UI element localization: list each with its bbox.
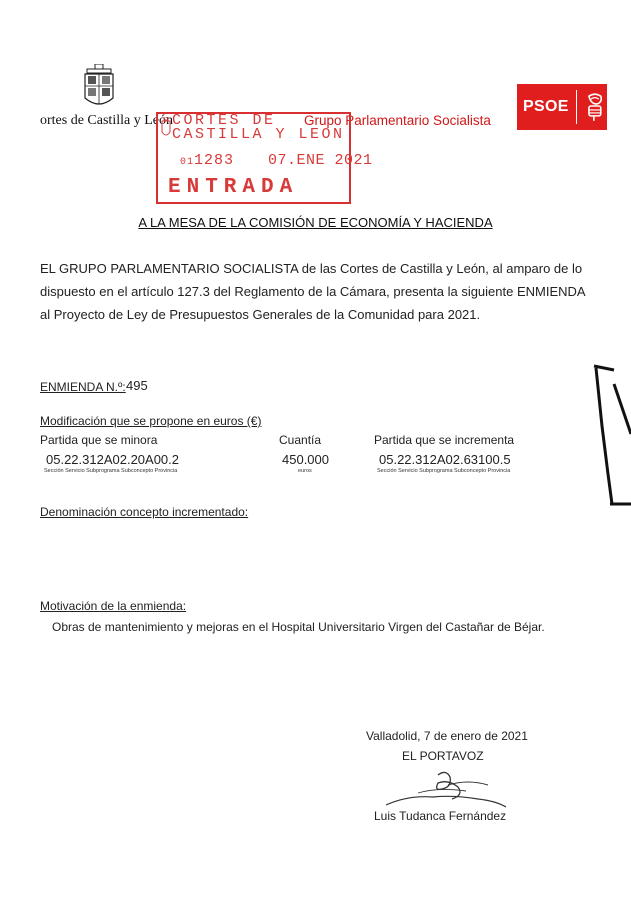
margin-bracket-mark [592,364,631,508]
group-name: Grupo Parlamentario Socialista [304,113,491,128]
minora-code-legend: Sección Servicio Subprograma Subconcepto Provincia [44,468,178,474]
modification-label: Modificación que se propone en euros (€) [40,414,262,428]
intro-paragraph [40,257,600,326]
intro-line: al Proyecto de Ley de Presupuestos Generales de la Comunidad para 2021. [40,307,481,322]
minora-code: 05.22.312A02.20A00.2 [46,452,180,467]
handwritten-signature [378,765,508,815]
incrementa-code-legend: Sección Servicio Subprograma Subconcepto Provincia [377,468,511,474]
signer-name: Luis Tudanca Fernández [374,809,507,823]
psoe-logo-divider [576,90,577,124]
psoe-logo [517,84,607,130]
stamp-line1: CORTES DE [172,112,276,129]
motivacion-label: Motivación de la enmienda: [40,599,187,613]
minora-header: Partida que se minora [40,433,158,447]
stamp-crest-icon [161,117,171,139]
enmienda-number: 495 [126,378,148,393]
amount-value: 450.000 [282,452,329,467]
denominacion-label: Denominación concepto incrementado: [40,505,249,519]
stamp-date: 07.ENE 2021 [268,152,373,169]
cortes-crest-icon [82,64,116,112]
psoe-logo-text: PSOE [523,98,569,115]
stamp-registry-number: 011283 [180,152,235,169]
document-heading: A LA MESA DE LA COMISIÓN DE ECONOMÍA Y HACIENDA [138,215,493,230]
stamp-entrada-label: ENTRADA [168,176,299,199]
intro-line: EL GRUPO PARLAMENTARIO SOCIALISTA de las Cortes de Castilla y León, al amparo de lo [40,261,583,276]
stamp-line2: CASTILLA Y LEON [172,126,345,143]
institution-name: ortes de Castilla y León [40,113,173,128]
incrementa-header: Partida que se incrementa [374,433,515,447]
motivacion-text: Obras de mantenimiento y mejoras en el Hospital Universitario Virgen del Castañar de Béjar. [52,620,545,634]
incrementa-code: 05.22.312A02.63100.5 [379,452,511,467]
cuantia-header: Cuantía [279,433,322,447]
signer-role: EL PORTAVOZ [402,749,484,763]
entry-stamp [156,112,373,204]
amount-unit: euros [298,468,312,474]
intro-line: dispuesto en el artículo 127.3 del Reglamento de la Cámara, presenta la siguiente ENMIENDA [40,284,586,299]
rose-fist-icon [583,92,607,122]
enmienda-label: ENMIENDA N.º: [40,380,126,394]
place-date: Valladolid, 7 de enero de 2021 [366,729,528,743]
